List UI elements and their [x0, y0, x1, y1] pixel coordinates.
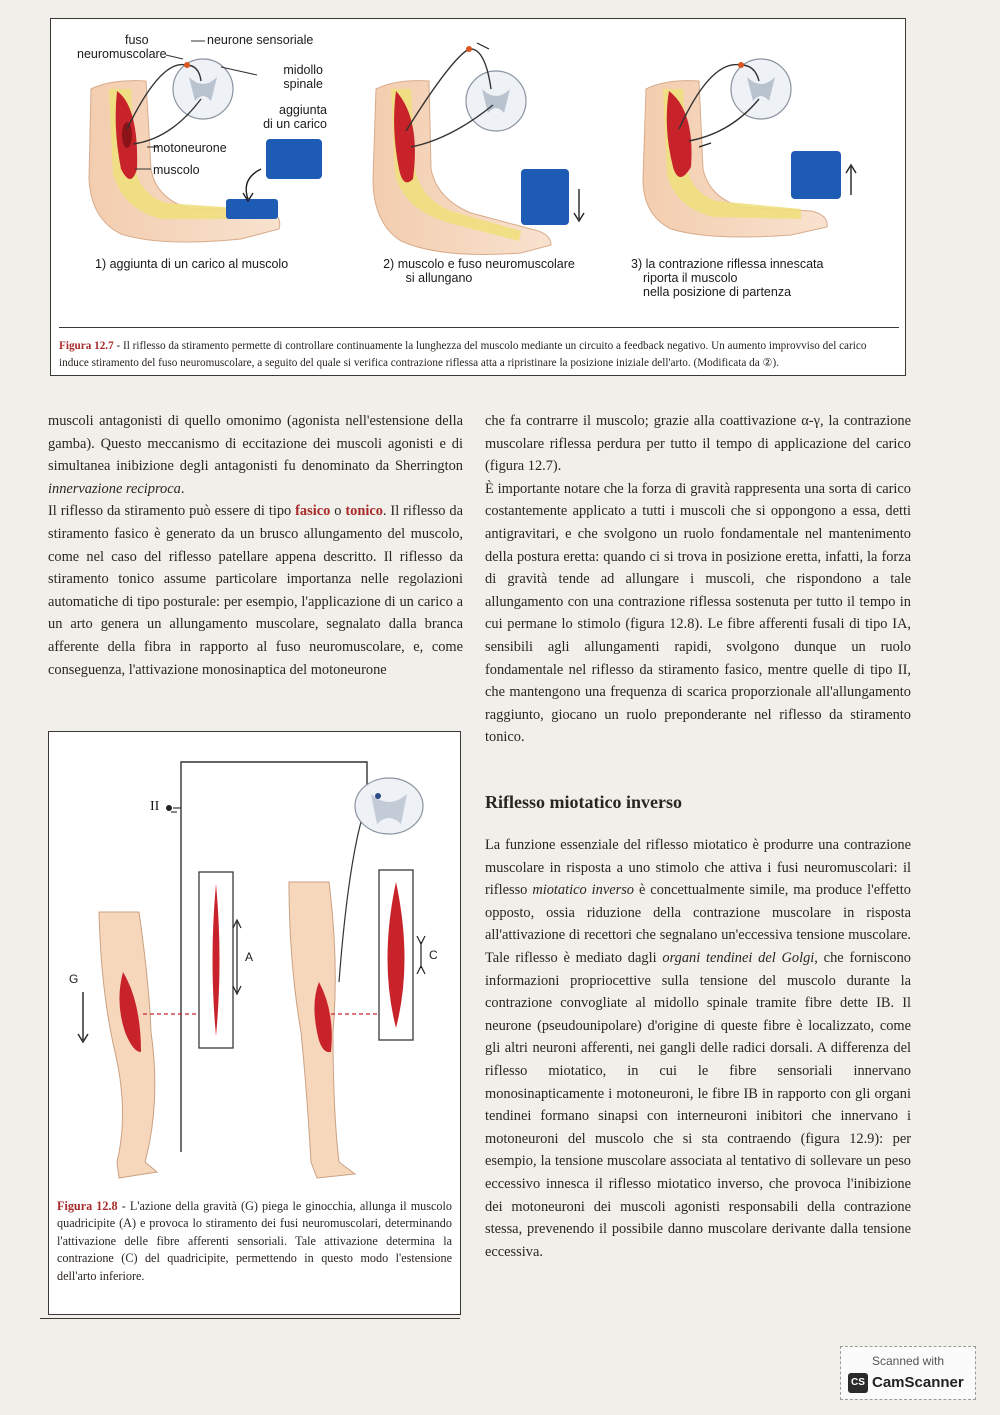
camscanner-watermark: [840, 1346, 976, 1400]
camscanner-logo-icon: CS: [848, 1373, 868, 1393]
label-fuso-neuromuscolare: fuso neuromuscolare: [77, 33, 167, 61]
right-paragraph-1: che fa contrarre il muscolo; grazie alla coattivazione α-γ, la contrazione muscolare riflessa perdura per tutto il tempo di applicazione del carico (figura 12.7).: [485, 413, 911, 475]
weight-1: [226, 199, 278, 219]
figure-12-8-label: Figura 12.8: [57, 1199, 118, 1213]
panel-3-caption: 3) la contrazione riflessa innescata riporta il muscolo nella posizione di partenza: [631, 257, 824, 299]
right-column-section-text: [485, 834, 911, 1263]
label-motoneurone: motoneurone: [153, 141, 227, 155]
right-paragraph-3: La funzione essenziale del riflesso miotatico è produrre una contrazione muscolare in risposta a uno stimolo che attiva i fusi neuromuscolari: il riflesso miotatico inverso è concettualmente simile, ma produce l'effetto opposto, ossia riduzione della contrazione muscolare in risposta all'attivazione di recettori che segnalano un'eccessiva tensione muscolare. Tale riflesso è mediato dagli organi tendinei del Golgi, che forniscono informazioni propriocettive sulla tensione del muscolo durante la contrazione convogliate al midollo spinale tramite fibre dette IB. Il neurone (pseudounipolare) d'origine di queste fibre è localizzato, come gli altri neuroni afferenti, nei gangli delle radici dorsali. A differenza del riflesso miotatico, in cui le fibre sensoriali innervano monosinapticamente i motoneuroni, le fibre IB in rapporto con gli organi tendinei formano sinapsi con interneuroni inibitori che innervano i motoneuroni del muscolo che si sta contraendo (figura 12.9): per esempio, la tensione muscolare associata al tentativo di sollevare un peso eccessivo innesca il riflesso miotatico inverso, che provoca l'inibizione dei motoneuroni dei muscoli agonisti responsabili della contrazione stessa, prevenendo il possibile danno muscolare derivante dalla tensione eccessiva.: [485, 837, 911, 1260]
leg-bent: [99, 912, 157, 1178]
weight-added: [266, 139, 322, 179]
spinal-cord: [355, 778, 423, 834]
figure-12-7-label: Figura 12.7: [59, 340, 114, 352]
figure-12-8: [48, 731, 461, 1315]
panel-1-caption: 1) aggiunta di un carico al muscolo: [95, 257, 289, 271]
section-title: Riflesso miotatico inverso: [485, 792, 682, 812]
figure-12-7-caption-text: - Il riflesso da stiramento permette di controllare continuamente la lunghezza del muscolo mediante un circuito a feedback negativo. Un aumento improvviso del carico induce stiramento del fuso neuromuscolare, a seguito del quale si verifica contrazione riflessa atta a ripristinare la posizione iniziale dell'arto. (Modificata da ②).: [59, 340, 867, 369]
label-neurone-sensoriale: neurone sensoriale: [207, 33, 314, 47]
label-fibre-ii: II: [150, 799, 160, 814]
label-midollo-spinale: midollo spinale: [283, 63, 323, 91]
label-muscolo: muscolo: [153, 163, 200, 177]
spinal-cord-2: [466, 71, 526, 131]
watermark-line-1: Scanned with: [871, 1354, 945, 1368]
figure-12-8-caption-text: - L'azione della gravità (G) piega le ginocchia, allunga il muscolo quadricipite (A) e provoca lo stiramento dei fusi neuromuscolari, determinando l'attivazione delle fibre afferenti sensoriali. Tale attivazione determina la contrazione (C) del quadricipite, permettendo in questo modo l'estensione dell'arto inferiore.: [57, 1199, 452, 1283]
watermark-line-2: CamScanner: [872, 1374, 964, 1391]
left-paragraph-2: Il riflesso da stiramento può essere di tipo fasico o tonico. Il riflesso da stiramento fasico è generato da un brusco allungamento del muscolo, come nel caso del riflesso patellare appena descritto. Il riflesso da stiramento tonico assume particolare importanza nelle regolazioni automatiche di tipo posturale: per esempio, l'applicazione di un carico a un arto genera un allungamento muscolare, segnalato dalla branca afferente della fibra in rapporto al fuso neuromuscolare, e, come conseguenza, l'attivazione monosinaptica del motoneurone: [48, 503, 463, 678]
label-a: A: [245, 950, 254, 964]
figure-12-8-illustration: [49, 732, 460, 1192]
right-paragraph-2: È importante notare che la forza di gravità rappresenta una sorta di carico costantemente applicato a tutti i muscoli che si oppongono a essa, detti antigravitari, e che svolgono un ruolo fondamentale nel mantenimento della postura eretta: quando ci si trova in posizione eretta, infatti, la forza di gravità tende ad allungare i muscoli, che rispondono a tale allungamento con una contrazione riflessa sostenuta per tutto il tempo in cui permane lo stimolo (figura 12.8). Le fibre afferenti fusali di tipo IA, sensibili agli allungamenti rapidi, svolgono dunque un ruolo fondamentale nel riflesso da stiramento fasico, mentre quelle di tipo II, che mantengono una frequenza di scarica proporzionale all'allungamento raggiunto, giocano un ruolo preponderante nel riflesso da stiramento tonico.: [485, 480, 911, 746]
label-c: C: [429, 948, 438, 962]
figure-12-8-caption: [57, 1198, 452, 1285]
label-g: G: [69, 972, 79, 986]
left-paragraph-1: muscoli antagonisti di quello omonimo (agonista nell'estensione della gamba). Questo meccanismo di eccitazione dei muscoli agonisti e di simultanea inibizione degli antagonisti fu denominato da Sherrington innervazione reciproca.: [48, 413, 463, 497]
weight-2: [521, 169, 569, 225]
left-column-text: [48, 410, 463, 681]
weight-3: [791, 151, 841, 199]
right-column-text: [485, 410, 911, 749]
spinal-cord-3: [731, 59, 791, 119]
panel-2-caption: 2) muscolo e fuso neuromuscolare si allungano: [383, 257, 575, 285]
figure-12-7-caption: [59, 327, 899, 382]
bottom-rule: [40, 1318, 460, 1319]
label-aggiunta-di-un-carico: aggiunta di un carico: [263, 103, 327, 131]
figure-12-7: [50, 18, 906, 376]
leg-straight: [289, 882, 355, 1178]
